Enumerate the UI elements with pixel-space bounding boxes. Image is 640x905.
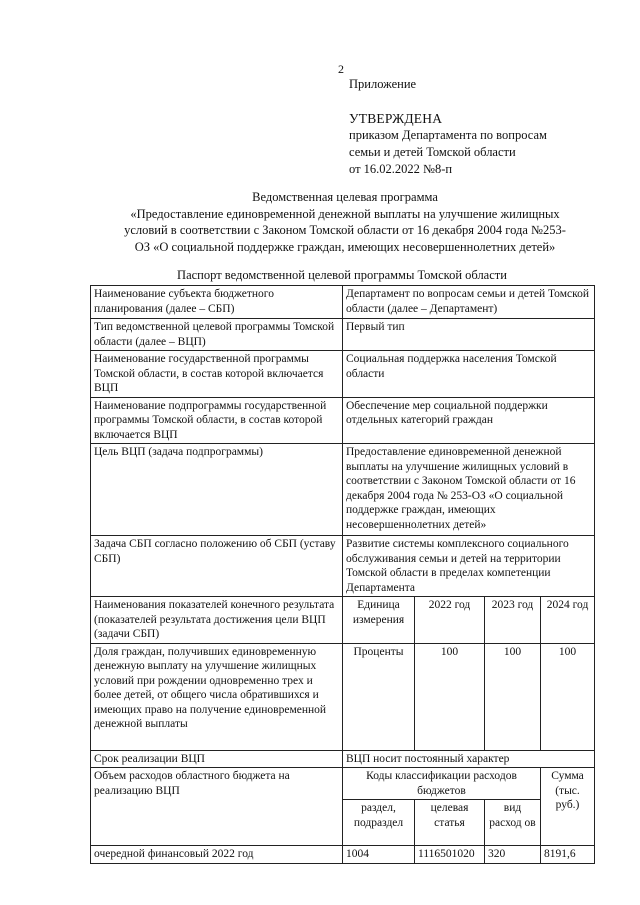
year-2022-header: 2022 год bbox=[415, 597, 485, 644]
table-row bbox=[91, 444, 595, 536]
unit-value: Проценты bbox=[343, 643, 415, 750]
kind-header: вид расход ов bbox=[485, 800, 541, 846]
row-label: Наименование субъекта бюджетного планирования (далее – СБП) bbox=[91, 286, 343, 319]
value-2022: 100 bbox=[415, 643, 485, 750]
program-title-line-1: Ведомственная целевая программа bbox=[252, 190, 438, 204]
row-label: Задача СБП согласно положению об СБП (уставу СБП) bbox=[91, 536, 343, 597]
section-code: 1004 bbox=[343, 846, 415, 864]
approved-heading: УТВЕРЖДЕНА bbox=[349, 111, 443, 126]
row-label: Срок реализации ВЦП bbox=[91, 750, 343, 768]
page-number: 2 bbox=[338, 62, 344, 76]
row-value: Развитие системы комплексного социального обслуживания семьи и детей на территории Томской области в пределах компетенции Департамента bbox=[343, 536, 595, 597]
program-title-line-4: ОЗ «О социальной поддержке граждан, имеющих несовершеннолетних детей» bbox=[134, 239, 556, 254]
row-label: Цель ВЦП (задача подпрограммы) bbox=[91, 444, 343, 536]
row-value: Обеспечение мер социальной поддержки отдельных категорий граждан bbox=[343, 397, 595, 444]
row-label: Наименование государственной программы Томской области, в состав которой включается ВЦП bbox=[91, 351, 343, 398]
row-label: Доля граждан, получивших единовременную денежную выплату на улучшение жилищных условий при рождении одновременно трех и более детей, от общего числа обратившихся и имеющих право на получение единовременной денежной выплаты bbox=[91, 643, 343, 750]
value-2024: 100 bbox=[541, 643, 595, 750]
unit-header: Единица измерения bbox=[343, 597, 415, 644]
target-code: 1116501020 bbox=[415, 846, 485, 864]
table-row bbox=[91, 397, 595, 444]
passport-table bbox=[90, 285, 595, 864]
table-row bbox=[91, 597, 595, 644]
program-title bbox=[80, 189, 610, 255]
target-header: целевая статья bbox=[415, 800, 485, 846]
table-row bbox=[91, 846, 595, 864]
codes-header: Коды классификации расходов бюджетов bbox=[343, 768, 541, 800]
table-row bbox=[91, 536, 595, 597]
row-value: Предоставление единовременной денежной выплаты на улучшение жилищных условий в соответствии с Законом Томской области от 16 декабря 2004 года № 253-ОЗ «О социальной поддержке граждан, имеющих несовершеннолетних детей» bbox=[343, 444, 595, 536]
table-row bbox=[91, 768, 595, 800]
approval-line-1: приказом Департамента по вопросам bbox=[349, 128, 547, 142]
sum-value: 8191,6 bbox=[541, 846, 595, 864]
passport-caption: Паспорт ведомственной целевой программы Томской области bbox=[177, 268, 507, 282]
appendix-label: Приложение bbox=[349, 77, 417, 91]
row-value: Первый тип bbox=[343, 319, 595, 351]
table-row bbox=[91, 643, 595, 750]
table-row bbox=[91, 286, 595, 319]
row-label: Наименование подпрограммы государственной программы Томской области, в состав которой включается ВЦП bbox=[91, 397, 343, 444]
row-value: ВЦП носит постоянный характер bbox=[343, 750, 595, 768]
kind-code: 320 bbox=[485, 846, 541, 864]
table-row bbox=[91, 750, 595, 768]
row-label: Наименования показателей конечного результата (показателей результата достижения цели ВЦП (задачи СБП) bbox=[91, 597, 343, 644]
table-row bbox=[91, 319, 595, 351]
value-2023: 100 bbox=[485, 643, 541, 750]
sum-header: Сумма (тыс. руб.) bbox=[541, 768, 595, 846]
approval-block bbox=[349, 76, 547, 178]
row-label: Тип ведомственной целевой программы Томской области (далее – ВЦП) bbox=[91, 319, 343, 351]
table-row bbox=[91, 351, 595, 398]
section-header: раздел, подраздел bbox=[343, 800, 415, 846]
row-label: очередной финансовый 2022 год bbox=[91, 846, 343, 864]
row-label: Объем расходов областного бюджета на реализацию ВЦП bbox=[91, 768, 343, 846]
year-2024-header: 2024 год bbox=[541, 597, 595, 644]
program-title-line-3: условий в соответствии с Законом Томской области от 16 декабря 2004 года №253- bbox=[124, 223, 566, 237]
row-value: Департамент по вопросам семьи и детей Томской области (далее – Департамент) bbox=[343, 286, 595, 319]
approval-line-3: от 16.02.2022 №8-п bbox=[349, 162, 453, 176]
year-2023-header: 2023 год bbox=[485, 597, 541, 644]
approval-line-2: семьи и детей Томской области bbox=[349, 145, 516, 159]
program-title-line-2: «Предоставление единовременной денежной выплаты на улучшение жилищных bbox=[130, 206, 560, 221]
row-value: Социальная поддержка населения Томской области bbox=[343, 351, 595, 398]
